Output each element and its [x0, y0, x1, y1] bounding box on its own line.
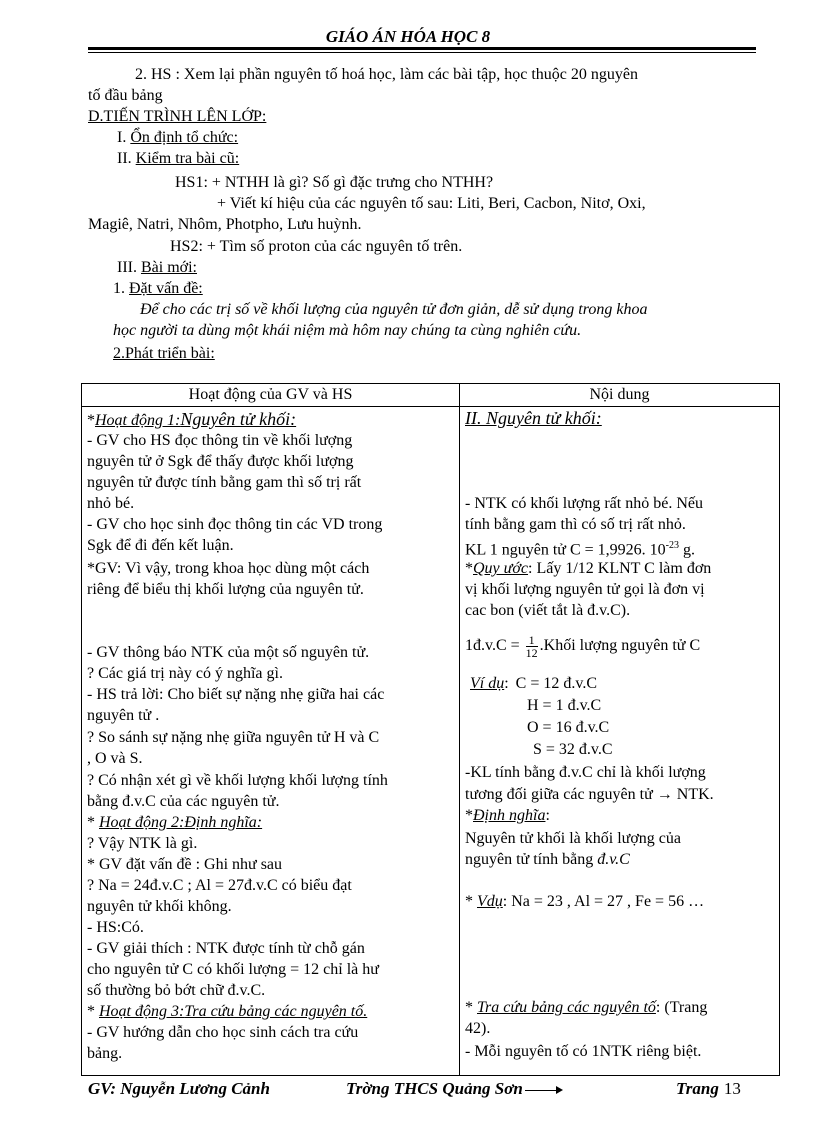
content-section-title-text: II. Nguyên tử khối: — [465, 408, 602, 428]
dvc-definition-line — [465, 631, 700, 661]
left-line: *GV: Vì vậy, trong khoa học dùng một cách — [87, 560, 370, 577]
right-line: -KL tính bằng đ.v.C chỉ là khối lượng — [465, 764, 706, 781]
section-ii-heading — [117, 148, 239, 169]
definition-heading — [465, 805, 550, 826]
dat-van-de-text-2: học người ta dùng một khái niệm mà hôm nay chúng ta cùng nghiên cứu. — [113, 322, 582, 339]
footer-teacher: GV: Nguyễn Lương Cảnh — [88, 1079, 270, 1098]
footer-page — [676, 1079, 741, 1099]
content-cell — [460, 407, 780, 1076]
carbon-mass-line — [465, 535, 695, 560]
definition-line-2 — [465, 849, 630, 870]
section-iii-title: Bài mới: — [140, 259, 197, 276]
section-ii-title: Kiểm tra bài cũ: — [135, 150, 240, 167]
right-line: - NTK có khối lượng rất nhỏ bé. Nếu — [465, 495, 703, 512]
lookup-prefix: * — [465, 999, 477, 1016]
header-rule-thin — [88, 52, 756, 53]
left-line: - GV hướng dẫn cho học sinh cách tra cứu — [87, 1024, 359, 1041]
example-row-1 — [465, 673, 597, 694]
definition-unit: đ.v.C — [597, 851, 630, 868]
vdu-label: Vdụ — [477, 893, 503, 910]
left-line: ? So sánh sự nặng nhẹ giữa nguyên tử H và C — [87, 729, 380, 746]
convention-line — [465, 558, 711, 579]
section-d-heading: D.TIẾN TRÌNH LÊN LỚP: — [88, 108, 267, 125]
left-line: ? Các giá trị này có ý nghĩa gì. — [87, 665, 283, 682]
footer-school — [346, 1079, 561, 1099]
dvc-prefix: 1đ.v.C = — [465, 637, 524, 654]
section-i-heading — [117, 127, 238, 148]
fraction-one-twelfth — [526, 634, 538, 659]
example-colon: : — [504, 675, 509, 692]
left-line: Sgk để đi đến kết luận. — [87, 537, 234, 554]
activity-2-prefix: * — [87, 814, 99, 831]
dat-van-de-text-1: Để cho các trị số về khối lượng của nguyên tử đơn giản, dễ sử dụng trong khoa — [140, 301, 648, 318]
left-line: cho nguyên tử C có khối lượng = 12 chỉ là hư — [87, 961, 379, 978]
left-line: - GV giải thích : NTK được tính từ chỗ gán — [87, 940, 365, 957]
right-line: cac bon (viết tắt là đ.v.C). — [465, 602, 631, 619]
convention-prefix: * — [465, 560, 473, 577]
write-symbols-line-2: Magiê, Natri, Nhôm, Photpho, Lưu huỳnh. — [88, 216, 362, 233]
carbon-mass-value: KL 1 nguyên tử C = 1,9926. 10 — [465, 541, 666, 559]
arrow-right-icon — [525, 1090, 561, 1091]
left-line: nguyên tử được tính bằng gam thì số trị rất — [87, 474, 362, 491]
right-line: - Mỗi nguyên tố có 1NTK riêng biệt. — [465, 1043, 702, 1060]
vdu-prefix: * — [465, 893, 477, 910]
left-line: bằng đ.v.C của các nguyên tử. — [87, 793, 280, 810]
activity-2-title: Định nghĩa: — [184, 814, 263, 831]
dat-van-de-title: Đặt vấn đề: — [129, 280, 203, 297]
activity-2-heading — [87, 812, 262, 833]
left-line: nguyên tử ở Sgk để thấy được khối lượng — [87, 453, 354, 470]
dat-van-de-num: 1. — [113, 280, 129, 297]
left-line: - HS trả lời: Cho biết sự nặng nhẹ giữa hai các — [87, 686, 385, 703]
page-header-title: GIÁO ÁN HÓA HỌC 8 — [325, 27, 491, 46]
left-line: nhỏ bé. — [87, 495, 135, 512]
example-oxygen: O = 16 đ.v.C — [527, 719, 610, 736]
col-header-activities: Hoạt động của GV và HS — [82, 384, 460, 407]
carbon-mass-unit: g. — [679, 541, 695, 559]
activities-cell — [82, 407, 460, 1076]
section-i-num: I. — [117, 129, 131, 146]
left-line: bảng. — [87, 1045, 123, 1062]
definition-text: nguyên tử tính bằng — [465, 851, 598, 868]
section-iii-heading — [117, 257, 197, 278]
section-ii-num: II. — [117, 150, 136, 167]
convention-label: Quy ước — [473, 560, 529, 577]
section-i-title: Ổn định tổ chức: — [130, 129, 239, 146]
vdu-text: : Na = 23 , Al = 27 , Fe = 56 … — [502, 893, 705, 910]
example-carbon: C = 12 đ.v.C — [515, 675, 597, 692]
activity-1-title: Nguyên tử khối: — [180, 409, 297, 429]
left-line: nguyên tử khối không. — [87, 898, 232, 915]
activity-2-label: Hoạt động 2: — [99, 814, 185, 831]
header-rule-thick — [88, 47, 756, 50]
left-line: * GV đặt vấn đề : Ghi như sau — [87, 856, 283, 873]
left-line: ? Na = 24đ.v.C ; Al = 27đ.v.C có biểu đạt — [87, 877, 352, 894]
col-header-content: Nội dung — [460, 384, 780, 407]
lookup-heading — [465, 997, 707, 1018]
hs-prep-line-2: tố đầu bảng — [88, 87, 163, 104]
dat-van-de-heading — [113, 278, 203, 299]
left-line: , O và S. — [87, 750, 143, 767]
right-line: tương đối giữa các nguyên tử → NTK. — [465, 786, 714, 803]
table-body-row — [82, 407, 780, 1076]
activity-3-prefix: * — [87, 1003, 99, 1020]
right-line: vị khối lượng nguyên tử gọi là đơn vị — [465, 581, 705, 598]
footer-page-number: 13 — [723, 1079, 741, 1098]
write-symbols-line-1: + Viết kí hiệu của các nguyên tố sau: Liti, Beri, Cacbon, Nitơ, Oxi, — [217, 195, 646, 212]
lesson-table — [81, 383, 780, 1076]
activity-3-label: Hoạt động 3: — [99, 1003, 185, 1020]
right-line: Nguyên tử khối là khối lượng của — [465, 830, 681, 847]
activity-1-prefix: * — [87, 412, 95, 429]
activity-1-label: Hoạt động 1: — [95, 412, 181, 429]
definition-prefix: * — [465, 807, 473, 824]
lookup-label: Tra cứu bảng các nguyên tố — [477, 999, 656, 1016]
definition-label: Định nghĩa — [473, 807, 546, 824]
hs2-question: HS2: + Tìm số proton của các nguyên tố trên. — [170, 238, 463, 255]
convention-text: : Lấy 1/12 KLNT C làm đơn — [528, 560, 712, 577]
fraction-denominator: 12 — [525, 645, 538, 660]
dvc-suffix: .Khối lượng nguyên tử C — [539, 637, 701, 654]
left-line: - GV thông báo NTK của một số nguyên tử. — [87, 644, 370, 661]
activity-3-heading — [87, 1001, 367, 1022]
example-values-line — [465, 891, 704, 912]
table-header-row — [82, 384, 780, 407]
left-line: - GV cho học sinh đọc thông tin các VD trong — [87, 516, 383, 533]
definition-colon: : — [545, 807, 550, 824]
lookup-text: : (Trang — [655, 999, 708, 1016]
hs-prep-line-1: 2. HS : Xem lại phần nguyên tố hoá học, làm các bài tập, học thuộc 20 nguyên — [135, 66, 638, 83]
activity-3-title: Tra cứu bảng các nguyên tố. — [184, 1003, 368, 1020]
hs1-question: HS1: + NTHH là gì? Số gì đặc trưng cho NTHH? — [175, 174, 494, 191]
left-line: nguyên tử . — [87, 707, 160, 724]
left-line: ? Có nhận xét gì về khối lượng khối lượng tính — [87, 772, 388, 789]
phat-trien-bai-heading: 2.Phát triển bài: — [113, 345, 215, 362]
example-sulfur: S = 32 đ.v.C — [533, 741, 613, 758]
footer-page-label: Trang — [676, 1079, 719, 1098]
content-section-title — [465, 408, 602, 429]
example-hydrogen: H = 1 đ.v.C — [527, 697, 602, 714]
example-label: Ví dụ — [470, 675, 505, 692]
right-line: 42). — [465, 1020, 491, 1037]
left-line: số thường bỏ bớt chữ đ.v.C. — [87, 982, 266, 999]
carbon-mass-exponent: -23 — [665, 540, 679, 551]
right-line: tính bằng gam thì có số trị rất nhỏ. — [465, 516, 686, 533]
fraction-numerator: 1 — [526, 634, 538, 647]
left-line: ? Vậy NTK là gì. — [87, 835, 198, 852]
left-line: riêng để biểu thị khối lượng của nguyên tử. — [87, 581, 364, 598]
section-iii-num: III. — [117, 259, 141, 276]
left-line: - GV cho HS đọc thông tin về khối lượng — [87, 432, 353, 449]
left-line: - HS:Có. — [87, 919, 144, 936]
activity-1-heading — [87, 409, 296, 431]
footer-school-name: Trờng THCS Quảng Sơn — [346, 1079, 523, 1098]
